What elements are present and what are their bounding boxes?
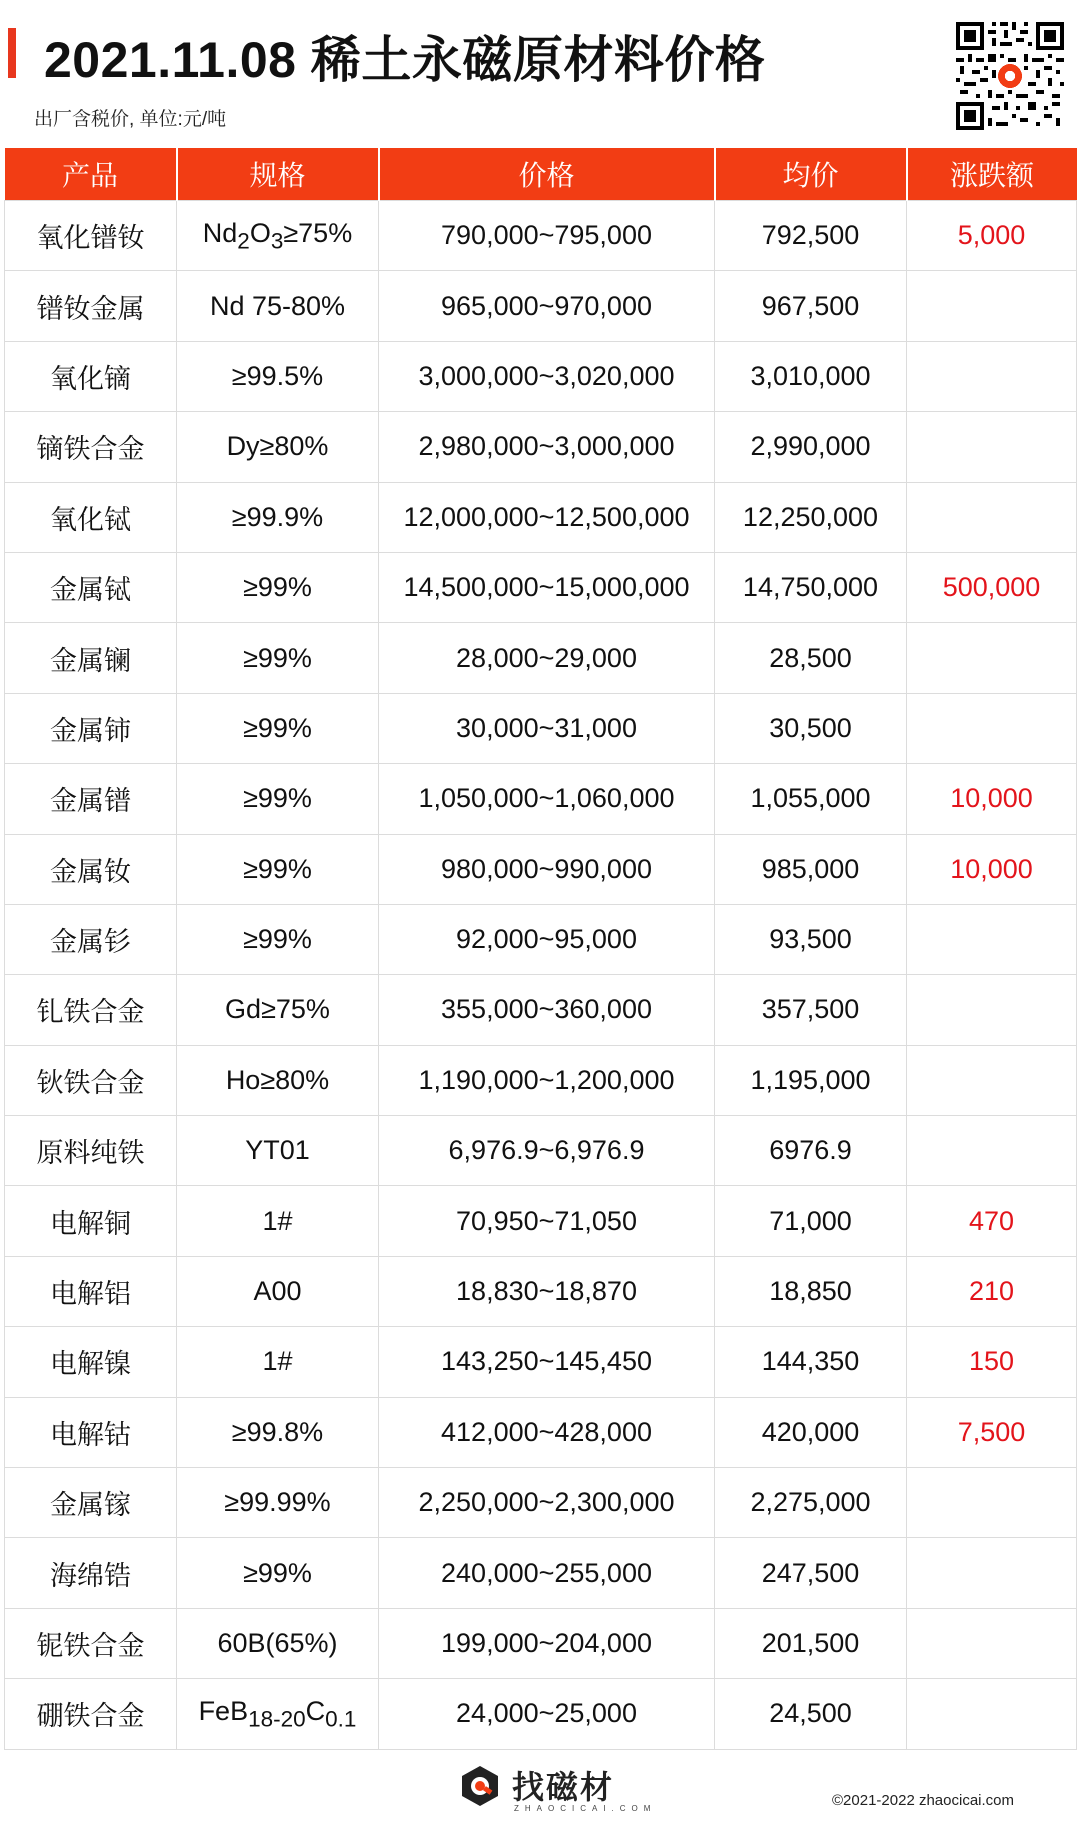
table-row bbox=[5, 834, 1077, 904]
cell-spec: ≥99% bbox=[177, 904, 379, 974]
cell-product: 钬铁合金 bbox=[5, 1045, 177, 1115]
cell-avg: 247,500 bbox=[715, 1538, 907, 1608]
column-header-spec: 规格 bbox=[177, 148, 379, 201]
table-row bbox=[5, 201, 1077, 271]
cell-avg: 201,500 bbox=[715, 1608, 907, 1678]
cell-change bbox=[907, 482, 1077, 552]
cell-spec: ≥99% bbox=[177, 834, 379, 904]
cell-product: 金属铽 bbox=[5, 552, 177, 622]
column-header-avg: 均价 bbox=[715, 148, 907, 201]
cell-product: 氧化镨钕 bbox=[5, 201, 177, 271]
cell-change: 10,000 bbox=[907, 764, 1077, 834]
cell-change bbox=[907, 1538, 1077, 1608]
cell-avg: 1,055,000 bbox=[715, 764, 907, 834]
cell-price: 12,000,000~12,500,000 bbox=[379, 482, 715, 552]
cell-change bbox=[907, 693, 1077, 763]
cell-avg: 30,500 bbox=[715, 693, 907, 763]
cell-spec: ≥99% bbox=[177, 764, 379, 834]
cell-avg: 18,850 bbox=[715, 1256, 907, 1326]
table-row bbox=[5, 341, 1077, 411]
cell-avg: 792,500 bbox=[715, 201, 907, 271]
cell-product: 金属钐 bbox=[5, 904, 177, 974]
cell-avg: 24,500 bbox=[715, 1679, 907, 1749]
table-row bbox=[5, 482, 1077, 552]
table-row bbox=[5, 1256, 1077, 1326]
cell-price: 14,500,000~15,000,000 bbox=[379, 552, 715, 622]
cell-spec: ≥99% bbox=[177, 1538, 379, 1608]
column-header-price: 价格 bbox=[379, 148, 715, 201]
column-header-product: 产品 bbox=[5, 148, 177, 201]
cell-price: 1,050,000~1,060,000 bbox=[379, 764, 715, 834]
cell-product: 镨钕金属 bbox=[5, 271, 177, 341]
cell-price: 412,000~428,000 bbox=[379, 1397, 715, 1467]
table-row bbox=[5, 271, 1077, 341]
price-table bbox=[4, 148, 1077, 1750]
cell-price: 1,190,000~1,200,000 bbox=[379, 1045, 715, 1115]
cell-spec: 1# bbox=[177, 1186, 379, 1256]
cell-product: 金属钕 bbox=[5, 834, 177, 904]
cell-change: 7,500 bbox=[907, 1397, 1077, 1467]
table-body bbox=[5, 201, 1077, 1750]
cell-price: 18,830~18,870 bbox=[379, 1256, 715, 1326]
cell-price: 355,000~360,000 bbox=[379, 975, 715, 1045]
cell-avg: 71,000 bbox=[715, 1186, 907, 1256]
cell-product: 电解镍 bbox=[5, 1327, 177, 1397]
table-row bbox=[5, 552, 1077, 622]
cell-price: 28,000~29,000 bbox=[379, 623, 715, 693]
cell-avg: 985,000 bbox=[715, 834, 907, 904]
table-row bbox=[5, 1327, 1077, 1397]
table-row bbox=[5, 412, 1077, 482]
cell-change bbox=[907, 1608, 1077, 1678]
cell-price: 965,000~970,000 bbox=[379, 271, 715, 341]
cell-price: 2,980,000~3,000,000 bbox=[379, 412, 715, 482]
cell-change bbox=[907, 412, 1077, 482]
table-row bbox=[5, 1468, 1077, 1538]
title-accent-bar bbox=[8, 28, 16, 78]
cell-avg: 1,195,000 bbox=[715, 1045, 907, 1115]
page-footer bbox=[0, 1752, 1080, 1832]
cell-spec: ≥99.5% bbox=[177, 341, 379, 411]
table-row bbox=[5, 764, 1077, 834]
cell-avg: 2,275,000 bbox=[715, 1468, 907, 1538]
cell-avg: 357,500 bbox=[715, 975, 907, 1045]
table-row bbox=[5, 1608, 1077, 1678]
cell-spec: $Nd_2O_3\ge 75\%$ bbox=[177, 201, 379, 271]
cell-spec: ≥99.9% bbox=[177, 482, 379, 552]
cell-price: 70,950~71,050 bbox=[379, 1186, 715, 1256]
cell-product: 金属铈 bbox=[5, 693, 177, 763]
cell-avg: 14,750,000 bbox=[715, 552, 907, 622]
cell-change bbox=[907, 341, 1077, 411]
page-subtitle: 出厂含税价, 单位:元/吨 bbox=[34, 109, 227, 130]
zhaocicai-logo-icon[interactable] bbox=[458, 1764, 502, 1808]
cell-spec: ≥99.99% bbox=[177, 1468, 379, 1538]
cell-spec: ≥99% bbox=[177, 693, 379, 763]
page-title: 2021.11.08 稀土永磁原材料价格 bbox=[44, 32, 766, 88]
cell-change bbox=[907, 623, 1077, 693]
brand-domain: ZHAOCICAI.COM bbox=[514, 1804, 657, 1813]
cell-avg: 3,010,000 bbox=[715, 341, 907, 411]
cell-avg: 144,350 bbox=[715, 1327, 907, 1397]
cell-product: 硼铁合金 bbox=[5, 1679, 177, 1749]
cell-spec: Ho≥80% bbox=[177, 1045, 379, 1115]
cell-avg: 420,000 bbox=[715, 1397, 907, 1467]
cell-change: 210 bbox=[907, 1256, 1077, 1326]
cell-product: 原料纯铁 bbox=[5, 1116, 177, 1186]
cell-price: 240,000~255,000 bbox=[379, 1538, 715, 1608]
table-row bbox=[5, 975, 1077, 1045]
cell-price: 6,976.9~6,976.9 bbox=[379, 1116, 715, 1186]
cell-spec: Nd 75-80% bbox=[177, 271, 379, 341]
qr-code-icon[interactable] bbox=[952, 18, 1068, 134]
table-row bbox=[5, 1397, 1077, 1467]
cell-change bbox=[907, 904, 1077, 974]
cell-change: 470 bbox=[907, 1186, 1077, 1256]
cell-spec: 1# bbox=[177, 1327, 379, 1397]
cell-avg: 967,500 bbox=[715, 271, 907, 341]
cell-product: 电解铝 bbox=[5, 1256, 177, 1326]
cell-avg: 2,990,000 bbox=[715, 412, 907, 482]
cell-product: 电解钴 bbox=[5, 1397, 177, 1467]
table-row bbox=[5, 1116, 1077, 1186]
cell-product: 镝铁合金 bbox=[5, 412, 177, 482]
cell-spec: Dy≥80% bbox=[177, 412, 379, 482]
cell-avg: 93,500 bbox=[715, 904, 907, 974]
cell-price: 30,000~31,000 bbox=[379, 693, 715, 763]
cell-spec: $FeB_{18-20}C_{0.1}$ bbox=[177, 1679, 379, 1749]
cell-product: 金属镨 bbox=[5, 764, 177, 834]
cell-product: 氧化铽 bbox=[5, 482, 177, 552]
cell-product: 金属镧 bbox=[5, 623, 177, 693]
cell-change: 150 bbox=[907, 1327, 1077, 1397]
cell-spec: YT01 bbox=[177, 1116, 379, 1186]
table-row bbox=[5, 904, 1077, 974]
table-row bbox=[5, 1186, 1077, 1256]
cell-change bbox=[907, 975, 1077, 1045]
cell-change bbox=[907, 1045, 1077, 1115]
cell-change bbox=[907, 1679, 1077, 1749]
brand-name: 找磁材 bbox=[512, 1769, 615, 1805]
cell-change bbox=[907, 1468, 1077, 1538]
table-row bbox=[5, 1538, 1077, 1608]
cell-spec: Gd≥75% bbox=[177, 975, 379, 1045]
cell-spec: A00 bbox=[177, 1256, 379, 1326]
page-header bbox=[0, 0, 1080, 148]
cell-change: 500,000 bbox=[907, 552, 1077, 622]
cell-spec: ≥99% bbox=[177, 623, 379, 693]
cell-product: 氧化镝 bbox=[5, 341, 177, 411]
cell-product: 金属镓 bbox=[5, 1468, 177, 1538]
table-row bbox=[5, 623, 1077, 693]
price-table-container bbox=[4, 148, 1076, 1750]
column-header-change: 涨跌额 bbox=[907, 148, 1077, 201]
cell-avg: 6976.9 bbox=[715, 1116, 907, 1186]
cell-change: 5,000 bbox=[907, 201, 1077, 271]
cell-price: 2,250,000~2,300,000 bbox=[379, 1468, 715, 1538]
cell-spec: ≥99.8% bbox=[177, 1397, 379, 1467]
cell-product: 电解铜 bbox=[5, 1186, 177, 1256]
cell-price: 3,000,000~3,020,000 bbox=[379, 341, 715, 411]
cell-spec: 60B(65%) bbox=[177, 1608, 379, 1678]
cell-avg: 28,500 bbox=[715, 623, 907, 693]
table-header-row bbox=[5, 148, 1077, 201]
copyright-text: ©2021-2022 zhaocicai.com bbox=[832, 1792, 1014, 1809]
cell-product: 铌铁合金 bbox=[5, 1608, 177, 1678]
cell-price: 980,000~990,000 bbox=[379, 834, 715, 904]
cell-change: 10,000 bbox=[907, 834, 1077, 904]
cell-product: 钆铁合金 bbox=[5, 975, 177, 1045]
cell-price: 199,000~204,000 bbox=[379, 1608, 715, 1678]
cell-spec: ≥99% bbox=[177, 552, 379, 622]
cell-price: 790,000~795,000 bbox=[379, 201, 715, 271]
cell-change bbox=[907, 1116, 1077, 1186]
cell-avg: 12,250,000 bbox=[715, 482, 907, 552]
table-row bbox=[5, 1045, 1077, 1115]
cell-price: 24,000~25,000 bbox=[379, 1679, 715, 1749]
cell-product: 海绵锆 bbox=[5, 1538, 177, 1608]
cell-price: 143,250~145,450 bbox=[379, 1327, 715, 1397]
table-row bbox=[5, 1679, 1077, 1749]
table-row bbox=[5, 693, 1077, 763]
cell-price: 92,000~95,000 bbox=[379, 904, 715, 974]
cell-change bbox=[907, 271, 1077, 341]
